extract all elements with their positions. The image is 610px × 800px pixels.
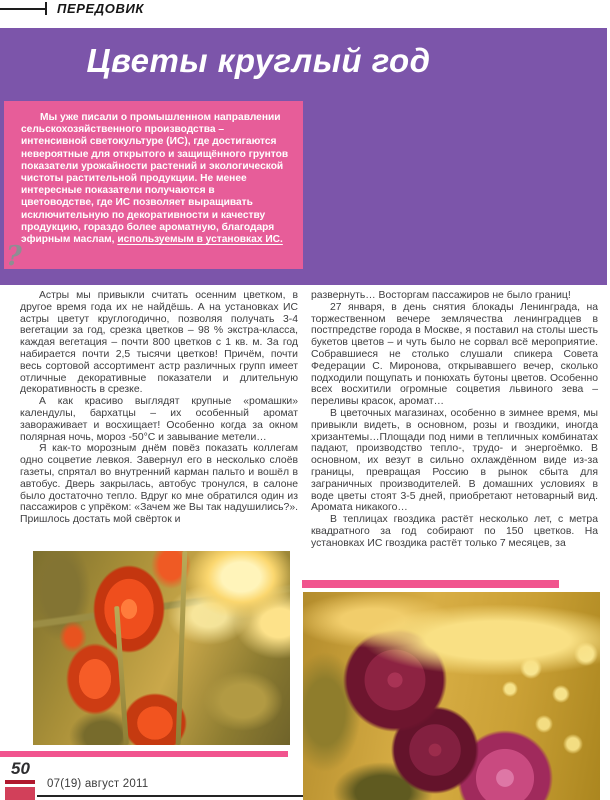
flower-stem: [176, 551, 188, 745]
crimson-aster-photo: [303, 592, 600, 800]
article-column-left: [20, 290, 298, 526]
header-rule: [0, 8, 46, 10]
paragraph: Астры мы привыкли считать осенним цветком, в другое время года их не найдёшь. А на установках ИС астры цветут круглогодично, позволяя получать 3-4 вегетации за год, срезка цветков – 98 % экстра-класса, каждая вегетация – почти 800 цветков с 1 кв. м. За год набирается почти 2,5 тысячи цветков! Причём, почти весь сортовой ассортимент астр различных групп имеет отличные декоративные показатели и длительную декоративность в срезке.: [20, 290, 298, 396]
footer-bottom-rule: [37, 795, 303, 797]
footer-crimson-block: [5, 787, 35, 800]
pink-divider-left: [0, 751, 288, 757]
footer-red-rule: [5, 780, 35, 784]
intro-box: [4, 101, 303, 272]
paragraph: развернуть… Восторгам пассажиров не было границ!: [311, 290, 571, 301]
page-number: 50: [11, 759, 30, 778]
snapdragon-photo: [33, 551, 290, 745]
page-title: Цветы круглый год: [86, 42, 431, 79]
section-kicker: ПЕРЕДОВИК: [57, 1, 144, 16]
pink-divider-right: [302, 580, 559, 588]
flower-stem: [114, 606, 129, 745]
intro-text: Мы уже писали о промышленном направлении сельскохозяйственного производства – интенсивной светокультуре (ИС), где достигаются невероятные для открытого и защищённого грунтов показатели урожайности растений и экологической чистоты растительной продукции. Не менее интересные показатели получаются в цветоводстве, где ИС позволяет выращивать исключительную по декоративности и качеству продукцию, гораздо более ароматную, благодаря эфирным маслам,: [21, 112, 289, 246]
paragraph: А как красиво выглядят крупные «ромашки» календулы, бархатцы – их особенный аромат завораживает и восхищает! Особенно когда за окном полярная ночь, мороз -50°С и завывание метели…: [20, 396, 298, 443]
paragraph: В цветочных магазинах, особенно в зимнее время, мы привыкли видеть, в основном, розы и гвоздики, иногда хризантемы…Площади под ними в тепличных комбинатах падают, производство тепло-, трудо- и энергоёмко. В основном, их везут в сильно охлаждённом виде из-за границы, превращая Россию в рынок сбыта для заграничных производителей. В домашних условиях в воде цветы стоят 3-5 дней, приобретают нетоварный вид. Аромата никакого…: [311, 407, 598, 514]
question-mark-marginalia: ?: [6, 241, 22, 272]
intro-underlined-text: используемым в установках ИС.: [117, 234, 283, 246]
title-banner: [0, 28, 607, 285]
paragraph: Я как-то морозным днём повёз показать коллегам одно соцветие левкоя. Завернул его в несколько слоёв газеты, спрятал во внутренний карман пальто и вошёл в автобус. Дверь закрылась, автобус тронулся, в салоне было достаточно тепло. Вдруг ко мне обратился один из пассажиров с упрёком: «Зачем же Вы так надушились?». Пришлось достать мой свёрток и: [20, 443, 298, 526]
aster-bouquet-photo: [277, 99, 574, 275]
header-rule-tick: [45, 2, 47, 15]
article-column-right: [311, 290, 598, 550]
intro-paragraph: [21, 112, 289, 246]
paragraph: В теплицах гвоздика растёт несколько лет, с метра квадратного за год собирают по 150 цветков. На установках ИС гвоздика растёт только 7 месяцев, за: [311, 514, 598, 549]
paragraph: 27 января, в день снятия блокады Ленинграда, на торжественном вечере землячества ленинградцев в постпредстве города в Москве, я поставил на столы шесть букетов цветов – и чуть было не сорвал всё мероприятие. Собравшиеся не столько слушали спикера Совета Федерации С. Миронова, открывавшего вечер, сколько подходили пощупать и понюхать бутоны цветов. Особенно всех восхитили огромные соцветия львиного зева – переливы красок, аромат…: [311, 301, 598, 408]
issue-label: 07(19) август 2011: [47, 778, 149, 790]
